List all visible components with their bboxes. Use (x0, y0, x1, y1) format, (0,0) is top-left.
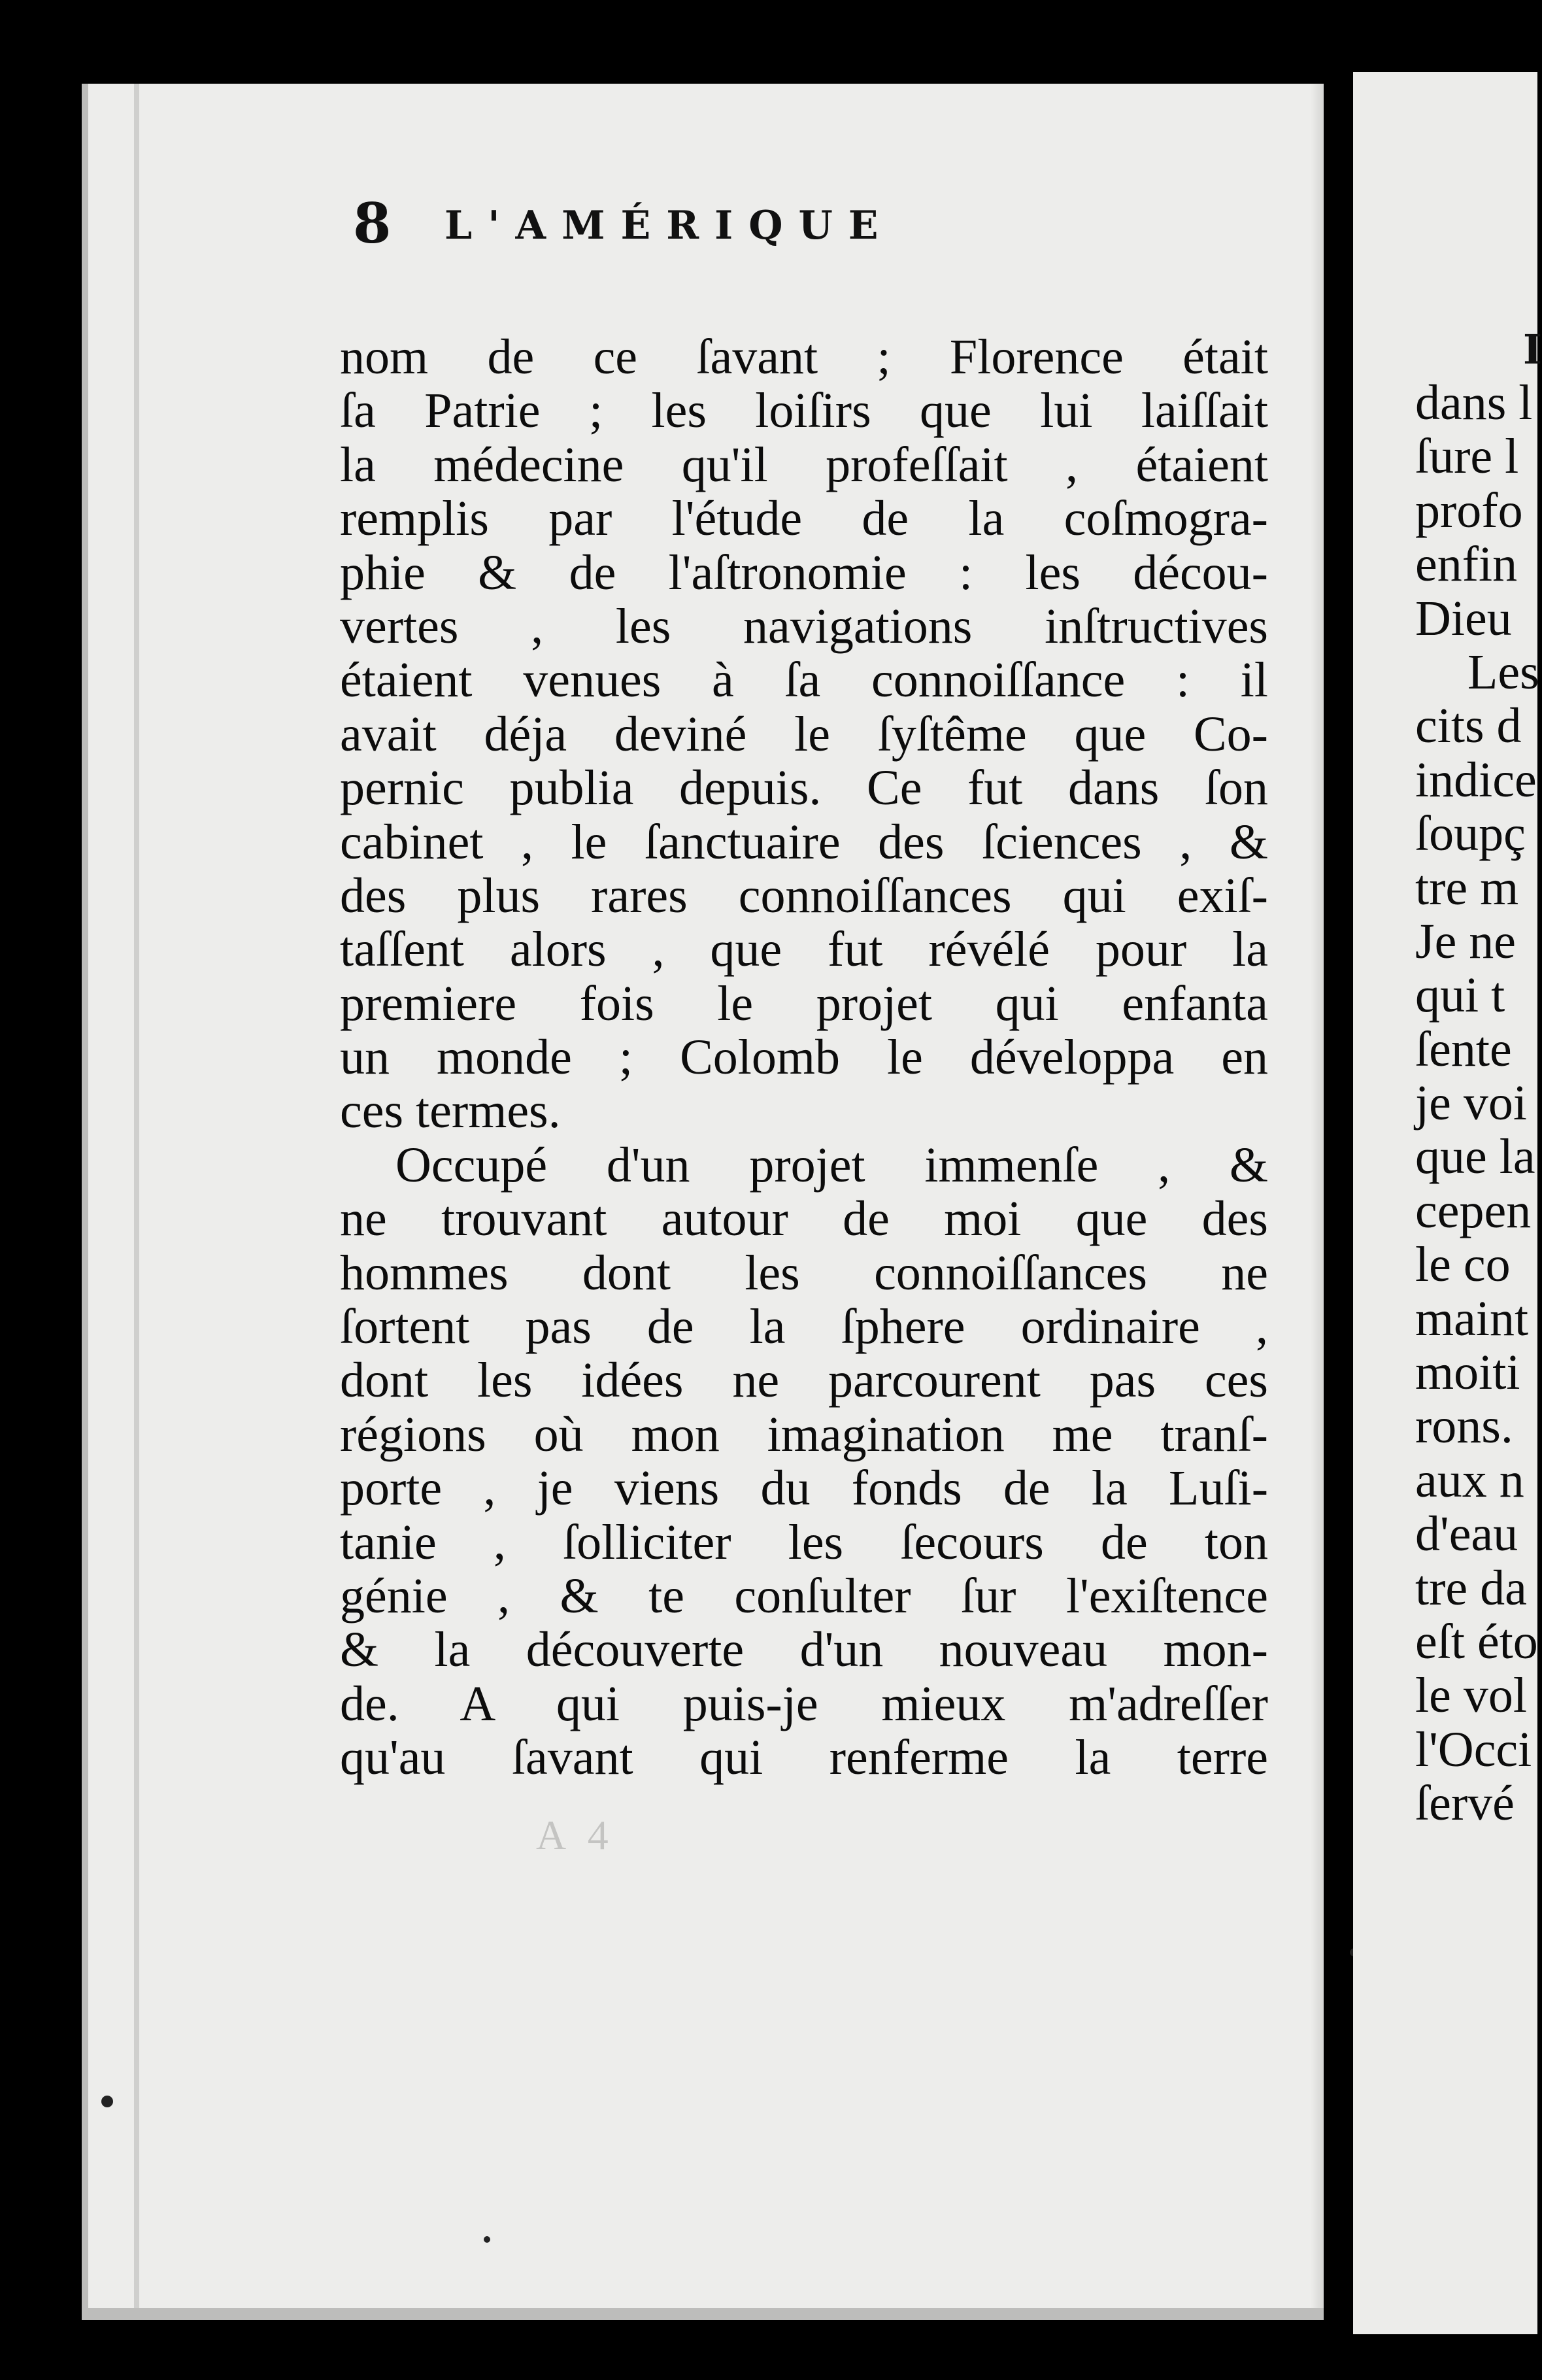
page-header (346, 191, 1262, 276)
text-line: la médecine qu'il profeſſait , étaient (340, 437, 1268, 492)
text-line: rons. (1415, 1399, 1513, 1454)
text-line: nom de ce ſavant ; Florence était (340, 330, 1268, 384)
text-line: ſortent pas de la ſphere ordinaire , (340, 1299, 1268, 1355)
paragraph-start-line: Les (1467, 644, 1539, 700)
text-line: cabinet , le ſanctuaire des ſciences , & (340, 814, 1268, 870)
right-page (1353, 72, 1542, 2334)
text-line: & la découverte d'un nouveau mon- (340, 1622, 1268, 1678)
text-line: le co (1415, 1237, 1511, 1293)
text-line: d'eau (1415, 1506, 1518, 1562)
ink-blot (484, 2236, 490, 2243)
text-line: cepen (1415, 1183, 1532, 1238)
text-line: profo (1415, 483, 1523, 538)
text-line: le vol (1415, 1668, 1527, 1724)
text-line: remplis par l'étude de la coſmogra- (340, 491, 1268, 547)
text-line: ſente (1415, 1021, 1512, 1077)
text-line: tanie , ſolliciter les ſecours de ton (340, 1514, 1268, 1570)
text-line: pernic publia depuis. Ce fut dans ſon (340, 760, 1268, 816)
text-line: indice (1415, 752, 1537, 808)
text-line: des plus rares connoiſſances qui exiſ- (340, 868, 1268, 923)
text-line: de. A qui puis-je mieux m'adreſſer (340, 1676, 1268, 1731)
text-line: un monde ; Colomb le développa en (340, 1030, 1268, 1085)
text-line: ſoupç (1415, 806, 1526, 862)
text-line: que la (1415, 1129, 1535, 1185)
ink-blot (101, 2096, 113, 2107)
text-line: moiti (1415, 1345, 1520, 1401)
text-line: qui t (1415, 968, 1505, 1023)
text-line: l'Occi (1415, 1722, 1532, 1777)
text-line: régions où mon imagination me tranſ- (340, 1406, 1268, 1462)
text-line: Je ne (1415, 913, 1517, 969)
text-line: hommes dont les connoiſſances ne (340, 1245, 1268, 1300)
page-number: 8 (353, 191, 392, 256)
text-line: cits d (1415, 698, 1522, 754)
text-line: aux n (1415, 1452, 1524, 1508)
text-line: enfin (1415, 537, 1518, 592)
text-line: étaient venues à ſa connoiſſance : il (340, 653, 1268, 708)
text-line: vertes , les navigations inſtructives (340, 598, 1268, 654)
text-line: qu'au ſavant qui renferme la terre (340, 1730, 1268, 1786)
right-page-head: I (1523, 326, 1542, 373)
body-text (340, 330, 1268, 1785)
text-line: dont les idées ne parcourent pas ces (340, 1353, 1268, 1408)
signature-mark: A 4 (536, 1812, 615, 1858)
text-line: je voi (1415, 1076, 1527, 1131)
text-line: ſa Patrie ; les loiſirs que lui laiſſait (340, 383, 1268, 439)
paragraph-start-line: Occupé d'un projet immenſe , & (395, 1137, 1268, 1193)
text-line: porte , je viens du fonds de la Luſi- (340, 1461, 1268, 1516)
text-line: tre m (1415, 860, 1519, 915)
text-line: phie & de l'aſtronomie : les décou- (340, 545, 1268, 600)
text-line: premiere fois le projet qui enfanta (340, 976, 1268, 1031)
text-line: maint (1415, 1291, 1529, 1346)
right-page-text (1415, 376, 1539, 1831)
text-line: ſure l (1415, 429, 1519, 484)
text-line: avait déja deviné le ſyſtême que Co- (340, 706, 1268, 762)
text-line: eſt éto (1415, 1614, 1538, 1669)
text-line: génie , & te conſulter ſur l'exiſtence (340, 1568, 1268, 1624)
text-line: taſſent alors , que fut révélé pour la (340, 922, 1268, 978)
text-line: Dieu (1415, 590, 1512, 646)
text-line: tre da (1415, 1560, 1527, 1616)
text-line: ſervé (1415, 1776, 1515, 1831)
text-line: dans l (1415, 375, 1533, 430)
text-line: ne trouvant autour de moi que des (340, 1191, 1268, 1247)
running-head: L'AMÉRIQUE (444, 203, 894, 248)
text-line: ces termes. (340, 1083, 561, 1139)
